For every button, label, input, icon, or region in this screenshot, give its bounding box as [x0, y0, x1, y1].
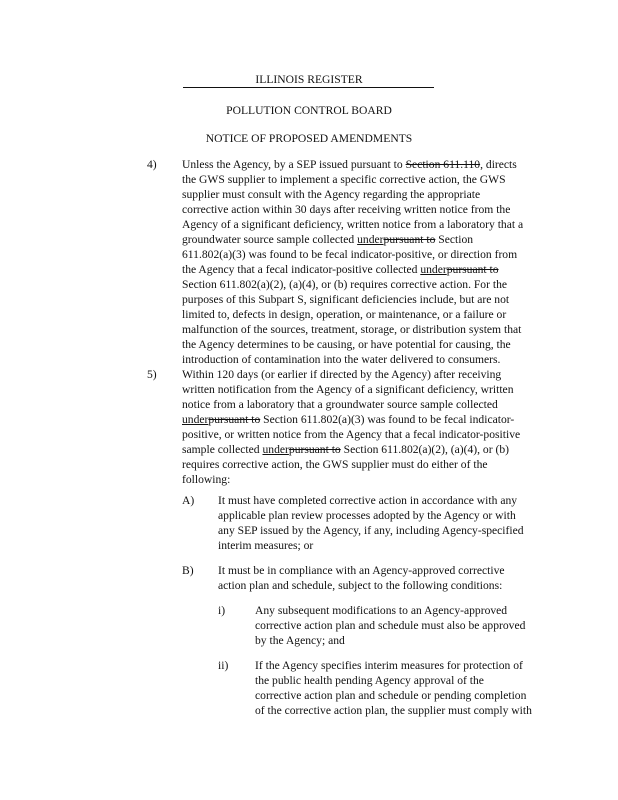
text-line	[182, 472, 562, 487]
text-line	[182, 457, 562, 472]
item-ii-paragraph	[255, 658, 565, 718]
board-title: POLLUTION CONTROL BOARD	[226, 104, 392, 117]
text-line	[182, 232, 562, 247]
item-4-paragraph	[182, 157, 562, 367]
text-segment: the public health pending Agency approval of the	[255, 674, 484, 687]
item-i-marker: i)	[218, 604, 226, 617]
text-line	[182, 247, 562, 262]
text-line	[255, 703, 565, 718]
item-4-marker: 4)	[147, 158, 157, 171]
text-segment: interim measures; or	[218, 539, 314, 552]
text-segment: by the Agency; and	[255, 634, 345, 647]
text-line	[182, 307, 562, 322]
text-segment: introduction of contamination into the water delivered to consumers.	[182, 353, 501, 366]
text-segment: groundwater source sample collected	[182, 233, 358, 246]
text-segment: supplier must consult with the Agency regarding the appropriate	[182, 188, 481, 201]
text-line	[218, 563, 562, 578]
text-segment: sample collected	[182, 443, 263, 456]
text-segment: notice from a laboratory that a groundwater source sample collected	[182, 398, 498, 411]
text-line	[218, 508, 562, 523]
notice-title: NOTICE OF PROPOSED AMENDMENTS	[205, 132, 413, 145]
text-line	[182, 172, 562, 187]
text-line	[182, 442, 562, 457]
item-b-marker: B)	[182, 564, 194, 577]
text-segment: corrective action plan and schedule must also be approved	[255, 619, 526, 632]
text-line	[182, 352, 562, 367]
text-segment: corrective action plan and schedule or pending completion	[255, 689, 527, 702]
text-line	[255, 673, 565, 688]
inserted-text: under	[357, 233, 384, 246]
deleted-text: pursuant to	[288, 443, 341, 456]
text-line	[182, 412, 562, 427]
text-segment: , directs	[480, 158, 517, 171]
deleted-text: Section 611.110	[405, 158, 481, 171]
text-line	[182, 277, 562, 292]
text-line	[218, 493, 562, 508]
text-segment: Section 611.802(a)(2), (a)(4), or (b)	[340, 443, 509, 456]
text-line	[218, 538, 562, 553]
text-segment: corrective action within 30 days after receiving written notice from the	[182, 203, 511, 216]
inserted-text: under	[182, 413, 209, 426]
text-line	[182, 202, 562, 217]
header-register: ILLINOIS REGISTER	[255, 73, 363, 86]
text-segment: the Agency determines to be causing, or have potential for causing, the	[182, 338, 511, 351]
text-segment: purposes of this Subpart S, significant deficiencies include, but are not	[182, 293, 510, 306]
text-line	[255, 658, 565, 673]
text-line	[182, 427, 562, 442]
text-line	[182, 187, 562, 202]
text-segment: of the corrective action plan, the supplier must comply with	[255, 704, 532, 717]
text-segment: Unless the Agency, by a SEP issued pursuant to	[182, 158, 406, 171]
text-line	[218, 578, 562, 593]
text-segment: following:	[182, 473, 231, 486]
inserted-text: under	[420, 263, 447, 276]
text-line	[182, 382, 562, 397]
text-segment: Section	[435, 233, 474, 246]
text-line	[255, 603, 565, 618]
text-segment: Any subsequent modifications to an Agency-approved	[255, 604, 508, 617]
inserted-text: under	[262, 443, 289, 456]
deleted-text: pursuant to	[383, 233, 436, 246]
item-a-marker: A)	[182, 494, 195, 507]
text-line	[182, 322, 562, 337]
item-b-paragraph	[218, 563, 562, 593]
item-5-marker: 5)	[147, 368, 157, 381]
text-segment: positive, or written notice from the Agency that a fecal indicator-positive	[182, 428, 521, 441]
text-segment: any SEP issued by the Agency, if any, including Agency-specified	[218, 524, 524, 537]
text-segment: applicable plan review processes adopted by the Agency or with	[218, 509, 516, 522]
text-segment: It must have completed corrective action in accordance with any	[218, 494, 518, 507]
deleted-text: pursuant to	[446, 263, 499, 276]
text-segment: It must be in compliance with an Agency-approved corrective	[218, 564, 505, 577]
text-line	[182, 262, 562, 277]
item-5-paragraph	[182, 367, 562, 487]
text-segment: Section 611.802(a)(3) was found to be fecal indicator-	[260, 413, 515, 426]
text-segment: Section 611.802(a)(2), (a)(4), or (b) requires corrective action. For the	[182, 278, 508, 291]
item-ii-marker: ii)	[218, 659, 229, 672]
header-rule	[183, 87, 434, 88]
text-segment: malfunction of the sources, treatment, storage, or distribution system that	[182, 323, 522, 336]
text-line	[182, 367, 562, 382]
text-line	[182, 397, 562, 412]
text-line	[182, 217, 562, 232]
item-i-paragraph	[255, 603, 565, 648]
text-line	[182, 157, 562, 172]
text-segment: Within 120 days (or earlier if directed by the Agency) after receiving	[182, 368, 502, 381]
text-line	[218, 523, 562, 538]
text-segment: requires corrective action, the GWS supplier must do either of the	[182, 458, 488, 471]
text-line	[255, 618, 565, 633]
text-line	[255, 688, 565, 703]
text-line	[182, 292, 562, 307]
text-segment: Agency of a significant deficiency, written notice from a laboratory that a	[182, 218, 524, 231]
text-segment: action plan and schedule, subject to the following conditions:	[218, 579, 503, 592]
deleted-text: pursuant to	[208, 413, 261, 426]
text-segment: limited to, defects in design, operation, or maintenance, or a failure or	[182, 308, 507, 321]
item-a-paragraph	[218, 493, 562, 553]
text-segment: the GWS supplier to implement a specific corrective action, the GWS	[182, 173, 506, 186]
text-segment: the Agency that a fecal indicator-positive collected	[182, 263, 421, 276]
text-segment: written notification from the Agency of a significant deficiency, written	[182, 383, 514, 396]
text-segment: If the Agency specifies interim measures for protection of	[255, 659, 523, 672]
text-segment: 611.802(a)(3) was found to be fecal indicator-positive, or direction from	[182, 248, 518, 261]
text-line	[182, 337, 562, 352]
text-line	[255, 633, 565, 648]
